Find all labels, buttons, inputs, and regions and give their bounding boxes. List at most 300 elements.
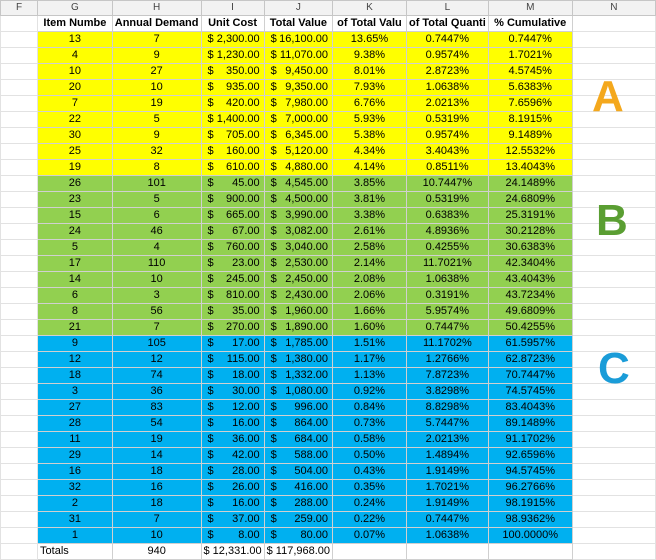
pct-total-quantity-cell[interactable]: 3.4043% bbox=[406, 144, 488, 160]
pct-total-value-cell[interactable]: 0.07% bbox=[333, 528, 407, 544]
total-value-cell[interactable] bbox=[264, 464, 332, 480]
cell[interactable] bbox=[1, 304, 38, 320]
total-value-cell[interactable] bbox=[264, 144, 332, 160]
annual-demand-cell[interactable]: 8 bbox=[112, 160, 201, 176]
item-number-cell[interactable]: 10 bbox=[38, 64, 113, 80]
total-value-cell[interactable] bbox=[264, 512, 332, 528]
annual-demand-cell[interactable]: 12 bbox=[112, 352, 201, 368]
item-number-cell[interactable]: 22 bbox=[38, 112, 113, 128]
pct-cumulative-cell[interactable]: 50.4255% bbox=[488, 320, 572, 336]
cell[interactable] bbox=[572, 272, 655, 288]
pct-cumulative-cell[interactable]: 91.1702% bbox=[488, 432, 572, 448]
cell[interactable] bbox=[1, 240, 38, 256]
pct-cumulative-cell[interactable]: 74.5745% bbox=[488, 384, 572, 400]
cell[interactable] bbox=[1, 32, 38, 48]
pct-total-value-cell[interactable]: 8.01% bbox=[333, 64, 407, 80]
pct-cumulative-cell[interactable]: 1.7021% bbox=[488, 48, 572, 64]
column-header-m[interactable]: M bbox=[488, 1, 572, 16]
cell[interactable] bbox=[1, 416, 38, 432]
pct-total-quantity-cell[interactable]: 0.4255% bbox=[406, 240, 488, 256]
total-value-cell[interactable] bbox=[264, 432, 332, 448]
total-value-cell[interactable] bbox=[264, 224, 332, 240]
cell[interactable] bbox=[1, 480, 38, 496]
item-number-cell[interactable]: 7 bbox=[38, 96, 113, 112]
total-value-cell[interactable] bbox=[264, 64, 332, 80]
pct-cumulative-cell[interactable]: 89.1489% bbox=[488, 416, 572, 432]
pct-total-value-cell[interactable]: 1.60% bbox=[333, 320, 407, 336]
pct-total-quantity-cell[interactable]: 0.8511% bbox=[406, 160, 488, 176]
total-value-cell[interactable] bbox=[264, 336, 332, 352]
cell[interactable] bbox=[406, 544, 488, 560]
pct-cumulative-cell[interactable]: 83.4043% bbox=[488, 400, 572, 416]
unit-cost-cell[interactable] bbox=[201, 336, 264, 352]
pct-total-value-cell[interactable]: 0.73% bbox=[333, 416, 407, 432]
pct-cumulative-cell[interactable]: 49.6809% bbox=[488, 304, 572, 320]
total-value-cell[interactable] bbox=[264, 416, 332, 432]
cell[interactable] bbox=[1, 256, 38, 272]
column-header-g[interactable]: G bbox=[38, 1, 113, 16]
column-header-l[interactable]: L bbox=[406, 1, 488, 16]
cell[interactable] bbox=[1, 448, 38, 464]
cell[interactable] bbox=[1, 400, 38, 416]
column-header-f[interactable]: F bbox=[1, 1, 38, 16]
item-number-cell[interactable]: 29 bbox=[38, 448, 113, 464]
pct-total-quantity-cell[interactable]: 2.0213% bbox=[406, 96, 488, 112]
cell[interactable] bbox=[1, 544, 38, 560]
annual-demand-cell[interactable]: 6 bbox=[112, 208, 201, 224]
cell[interactable] bbox=[1, 528, 38, 544]
unit-cost-cell[interactable] bbox=[201, 160, 264, 176]
unit-cost-cell[interactable] bbox=[201, 240, 264, 256]
pct-total-value-cell[interactable]: 0.24% bbox=[333, 496, 407, 512]
pct-total-quantity-cell[interactable]: 1.9149% bbox=[406, 496, 488, 512]
item-number-cell[interactable]: 9 bbox=[38, 336, 113, 352]
pct-total-value-cell[interactable]: 13.65% bbox=[333, 32, 407, 48]
cell[interactable] bbox=[1, 48, 38, 64]
cell[interactable] bbox=[1, 368, 38, 384]
unit-cost-cell[interactable] bbox=[201, 400, 264, 416]
pct-total-quantity-cell[interactable]: 1.2766% bbox=[406, 352, 488, 368]
pct-cumulative-cell[interactable]: 5.6383% bbox=[488, 80, 572, 96]
pct-total-value-cell[interactable]: 4.14% bbox=[333, 160, 407, 176]
pct-cumulative-cell[interactable]: 13.4043% bbox=[488, 160, 572, 176]
pct-cumulative-cell[interactable]: 8.1915% bbox=[488, 112, 572, 128]
annual-demand-cell[interactable]: 7 bbox=[112, 320, 201, 336]
total-value-cell[interactable] bbox=[264, 112, 332, 128]
pct-total-quantity-cell[interactable]: 8.8298% bbox=[406, 400, 488, 416]
item-number-cell[interactable]: 25 bbox=[38, 144, 113, 160]
annual-demand-cell[interactable]: 46 bbox=[112, 224, 201, 240]
cell[interactable] bbox=[488, 544, 572, 560]
pct-total-quantity-cell[interactable]: 11.7021% bbox=[406, 256, 488, 272]
item-number-cell[interactable]: 6 bbox=[38, 288, 113, 304]
cell[interactable] bbox=[572, 320, 655, 336]
item-number-cell[interactable]: 32 bbox=[38, 480, 113, 496]
total-value-cell[interactable] bbox=[264, 368, 332, 384]
item-number-cell[interactable]: 28 bbox=[38, 416, 113, 432]
annual-demand-cell[interactable]: 5 bbox=[112, 192, 201, 208]
item-number-cell[interactable]: 21 bbox=[38, 320, 113, 336]
annual-demand-cell[interactable]: 16 bbox=[112, 480, 201, 496]
header-unit-cost[interactable]: Unit Cost bbox=[201, 16, 264, 32]
pct-total-value-cell[interactable]: 2.06% bbox=[333, 288, 407, 304]
cell[interactable] bbox=[1, 224, 38, 240]
cell[interactable] bbox=[1, 192, 38, 208]
totals-unit-cost[interactable]: $ 12,331.00 bbox=[201, 544, 264, 560]
cell[interactable] bbox=[1, 352, 38, 368]
unit-cost-cell[interactable] bbox=[201, 272, 264, 288]
pct-total-quantity-cell[interactable]: 10.7447% bbox=[406, 176, 488, 192]
pct-total-quantity-cell[interactable]: 1.7021% bbox=[406, 480, 488, 496]
pct-total-value-cell[interactable]: 6.76% bbox=[333, 96, 407, 112]
pct-total-quantity-cell[interactable]: 0.6383% bbox=[406, 208, 488, 224]
total-value-cell[interactable] bbox=[264, 192, 332, 208]
pct-total-value-cell[interactable]: 2.58% bbox=[333, 240, 407, 256]
pct-cumulative-cell[interactable]: 70.7447% bbox=[488, 368, 572, 384]
total-value-cell[interactable] bbox=[264, 48, 332, 64]
item-number-cell[interactable]: 15 bbox=[38, 208, 113, 224]
pct-cumulative-cell[interactable]: 61.5957% bbox=[488, 336, 572, 352]
total-value-cell[interactable] bbox=[264, 176, 332, 192]
header-pct-total-quantity[interactable]: of Total Quanti bbox=[406, 16, 488, 32]
cell[interactable] bbox=[1, 144, 38, 160]
pct-total-value-cell[interactable]: 4.34% bbox=[333, 144, 407, 160]
unit-cost-cell[interactable] bbox=[201, 96, 264, 112]
unit-cost-cell[interactable] bbox=[201, 464, 264, 480]
column-header-k[interactable]: K bbox=[333, 1, 407, 16]
cell[interactable] bbox=[1, 112, 38, 128]
unit-cost-cell[interactable] bbox=[201, 304, 264, 320]
item-number-cell[interactable]: 17 bbox=[38, 256, 113, 272]
cell[interactable] bbox=[1, 64, 38, 80]
item-number-cell[interactable]: 1 bbox=[38, 528, 113, 544]
cell[interactable] bbox=[1, 496, 38, 512]
annual-demand-cell[interactable]: 54 bbox=[112, 416, 201, 432]
annual-demand-cell[interactable]: 10 bbox=[112, 272, 201, 288]
unit-cost-cell[interactable] bbox=[201, 320, 264, 336]
unit-cost-cell[interactable] bbox=[201, 288, 264, 304]
annual-demand-cell[interactable]: 10 bbox=[112, 528, 201, 544]
pct-cumulative-cell[interactable]: 4.5745% bbox=[488, 64, 572, 80]
total-value-cell[interactable] bbox=[264, 256, 332, 272]
annual-demand-cell[interactable]: 18 bbox=[112, 464, 201, 480]
total-value-cell[interactable] bbox=[264, 272, 332, 288]
pct-cumulative-cell[interactable]: 98.1915% bbox=[488, 496, 572, 512]
pct-cumulative-cell[interactable]: 96.2766% bbox=[488, 480, 572, 496]
pct-cumulative-cell[interactable]: 24.6809% bbox=[488, 192, 572, 208]
pct-cumulative-cell[interactable]: 98.9362% bbox=[488, 512, 572, 528]
pct-total-value-cell[interactable]: 1.51% bbox=[333, 336, 407, 352]
total-value-cell[interactable] bbox=[264, 160, 332, 176]
total-value-cell[interactable] bbox=[264, 448, 332, 464]
cell[interactable] bbox=[1, 176, 38, 192]
header-annual-demand[interactable]: Annual Demand bbox=[112, 16, 201, 32]
cell[interactable] bbox=[572, 528, 655, 544]
cell[interactable] bbox=[572, 144, 655, 160]
pct-cumulative-cell[interactable]: 100.0000% bbox=[488, 528, 572, 544]
unit-cost-cell[interactable] bbox=[201, 416, 264, 432]
cell[interactable] bbox=[572, 256, 655, 272]
pct-total-value-cell[interactable]: 5.93% bbox=[333, 112, 407, 128]
pct-total-quantity-cell[interactable]: 0.5319% bbox=[406, 112, 488, 128]
unit-cost-cell[interactable] bbox=[201, 64, 264, 80]
pct-total-quantity-cell[interactable]: 0.9574% bbox=[406, 48, 488, 64]
cell[interactable] bbox=[572, 128, 655, 144]
pct-total-quantity-cell[interactable]: 1.4894% bbox=[406, 448, 488, 464]
unit-cost-cell[interactable] bbox=[201, 32, 264, 48]
unit-cost-cell[interactable] bbox=[201, 192, 264, 208]
total-value-cell[interactable] bbox=[264, 208, 332, 224]
cell[interactable] bbox=[572, 304, 655, 320]
cell[interactable] bbox=[572, 288, 655, 304]
pct-total-value-cell[interactable]: 2.14% bbox=[333, 256, 407, 272]
item-number-cell[interactable]: 30 bbox=[38, 128, 113, 144]
pct-total-quantity-cell[interactable]: 7.8723% bbox=[406, 368, 488, 384]
annual-demand-cell[interactable]: 7 bbox=[112, 512, 201, 528]
pct-cumulative-cell[interactable]: 43.4043% bbox=[488, 272, 572, 288]
unit-cost-cell[interactable] bbox=[201, 432, 264, 448]
total-value-cell[interactable] bbox=[264, 80, 332, 96]
item-number-cell[interactable]: 2 bbox=[38, 496, 113, 512]
cell[interactable] bbox=[1, 320, 38, 336]
unit-cost-cell[interactable] bbox=[201, 384, 264, 400]
cell[interactable] bbox=[1, 512, 38, 528]
unit-cost-cell[interactable] bbox=[201, 128, 264, 144]
cell[interactable] bbox=[1, 208, 38, 224]
pct-cumulative-cell[interactable]: 7.6596% bbox=[488, 96, 572, 112]
total-value-cell[interactable] bbox=[264, 96, 332, 112]
cell[interactable] bbox=[1, 96, 38, 112]
cell[interactable] bbox=[1, 288, 38, 304]
pct-total-quantity-cell[interactable]: 0.5319% bbox=[406, 192, 488, 208]
item-number-cell[interactable]: 14 bbox=[38, 272, 113, 288]
cell[interactable] bbox=[572, 448, 655, 464]
pct-total-value-cell[interactable]: 9.38% bbox=[333, 48, 407, 64]
pct-total-quantity-cell[interactable]: 1.0638% bbox=[406, 272, 488, 288]
item-number-cell[interactable]: 3 bbox=[38, 384, 113, 400]
cell[interactable] bbox=[572, 480, 655, 496]
header-pct-total-value[interactable]: of Total Valu bbox=[333, 16, 407, 32]
annual-demand-cell[interactable]: 110 bbox=[112, 256, 201, 272]
cell[interactable] bbox=[572, 512, 655, 528]
item-number-cell[interactable]: 16 bbox=[38, 464, 113, 480]
item-number-cell[interactable]: 13 bbox=[38, 32, 113, 48]
pct-total-value-cell[interactable]: 1.17% bbox=[333, 352, 407, 368]
total-value-cell[interactable] bbox=[264, 304, 332, 320]
item-number-cell[interactable]: 11 bbox=[38, 432, 113, 448]
pct-cumulative-cell[interactable]: 43.7234% bbox=[488, 288, 572, 304]
annual-demand-cell[interactable]: 7 bbox=[112, 32, 201, 48]
total-value-cell[interactable] bbox=[264, 288, 332, 304]
unit-cost-cell[interactable] bbox=[201, 80, 264, 96]
unit-cost-cell[interactable] bbox=[201, 176, 264, 192]
annual-demand-cell[interactable]: 18 bbox=[112, 496, 201, 512]
cell[interactable] bbox=[572, 176, 655, 192]
total-value-cell[interactable] bbox=[264, 32, 332, 48]
total-value-cell[interactable] bbox=[264, 384, 332, 400]
pct-total-quantity-cell[interactable]: 0.7447% bbox=[406, 320, 488, 336]
cell[interactable] bbox=[572, 496, 655, 512]
item-number-cell[interactable]: 27 bbox=[38, 400, 113, 416]
header-item-number[interactable]: Item Numbe bbox=[38, 16, 113, 32]
annual-demand-cell[interactable]: 3 bbox=[112, 288, 201, 304]
pct-cumulative-cell[interactable]: 30.6383% bbox=[488, 240, 572, 256]
pct-total-value-cell[interactable]: 0.84% bbox=[333, 400, 407, 416]
item-number-cell[interactable]: 8 bbox=[38, 304, 113, 320]
header-pct-cumulative[interactable]: % Cumulative bbox=[488, 16, 572, 32]
unit-cost-cell[interactable] bbox=[201, 48, 264, 64]
column-header-h[interactable]: H bbox=[112, 1, 201, 16]
item-number-cell[interactable]: 19 bbox=[38, 160, 113, 176]
pct-cumulative-cell[interactable]: 0.7447% bbox=[488, 32, 572, 48]
cell[interactable] bbox=[1, 272, 38, 288]
pct-total-quantity-cell[interactable]: 4.8936% bbox=[406, 224, 488, 240]
pct-total-quantity-cell[interactable]: 0.7447% bbox=[406, 512, 488, 528]
cell[interactable] bbox=[572, 432, 655, 448]
annual-demand-cell[interactable]: 36 bbox=[112, 384, 201, 400]
unit-cost-cell[interactable] bbox=[201, 112, 264, 128]
annual-demand-cell[interactable]: 14 bbox=[112, 448, 201, 464]
cell[interactable] bbox=[1, 432, 38, 448]
pct-total-quantity-cell[interactable]: 2.8723% bbox=[406, 64, 488, 80]
annual-demand-cell[interactable]: 101 bbox=[112, 176, 201, 192]
pct-total-value-cell[interactable]: 2.08% bbox=[333, 272, 407, 288]
cell[interactable] bbox=[1, 464, 38, 480]
unit-cost-cell[interactable] bbox=[201, 512, 264, 528]
total-value-cell[interactable] bbox=[264, 480, 332, 496]
cell[interactable] bbox=[572, 544, 655, 560]
cell[interactable] bbox=[572, 416, 655, 432]
pct-total-quantity-cell[interactable]: 5.9574% bbox=[406, 304, 488, 320]
totals-label[interactable]: Totals bbox=[38, 544, 113, 560]
pct-total-quantity-cell[interactable]: 5.7447% bbox=[406, 416, 488, 432]
total-value-cell[interactable] bbox=[264, 240, 332, 256]
item-number-cell[interactable]: 31 bbox=[38, 512, 113, 528]
pct-total-quantity-cell[interactable]: 11.1702% bbox=[406, 336, 488, 352]
annual-demand-cell[interactable]: 19 bbox=[112, 432, 201, 448]
cell[interactable] bbox=[1, 16, 38, 32]
column-header-n[interactable]: N bbox=[572, 1, 655, 16]
pct-cumulative-cell[interactable]: 12.5532% bbox=[488, 144, 572, 160]
annual-demand-cell[interactable]: 83 bbox=[112, 400, 201, 416]
cell[interactable] bbox=[572, 48, 655, 64]
unit-cost-cell[interactable] bbox=[201, 496, 264, 512]
pct-total-quantity-cell[interactable]: 2.0213% bbox=[406, 432, 488, 448]
item-number-cell[interactable]: 4 bbox=[38, 48, 113, 64]
pct-total-quantity-cell[interactable]: 1.0638% bbox=[406, 80, 488, 96]
pct-cumulative-cell[interactable]: 42.3404% bbox=[488, 256, 572, 272]
unit-cost-cell[interactable] bbox=[201, 352, 264, 368]
pct-total-value-cell[interactable]: 7.93% bbox=[333, 80, 407, 96]
total-value-cell[interactable] bbox=[264, 128, 332, 144]
pct-total-value-cell[interactable]: 0.22% bbox=[333, 512, 407, 528]
item-number-cell[interactable]: 23 bbox=[38, 192, 113, 208]
cell[interactable] bbox=[572, 400, 655, 416]
pct-total-quantity-cell[interactable]: 0.9574% bbox=[406, 128, 488, 144]
annual-demand-cell[interactable]: 32 bbox=[112, 144, 201, 160]
annual-demand-cell[interactable]: 19 bbox=[112, 96, 201, 112]
pct-total-value-cell[interactable]: 3.38% bbox=[333, 208, 407, 224]
pct-cumulative-cell[interactable]: 62.8723% bbox=[488, 352, 572, 368]
pct-cumulative-cell[interactable]: 30.2128% bbox=[488, 224, 572, 240]
cell[interactable] bbox=[333, 544, 407, 560]
pct-total-value-cell[interactable]: 0.92% bbox=[333, 384, 407, 400]
unit-cost-cell[interactable] bbox=[201, 208, 264, 224]
cell[interactable] bbox=[1, 128, 38, 144]
pct-total-quantity-cell[interactable]: 1.0638% bbox=[406, 528, 488, 544]
pct-cumulative-cell[interactable]: 24.1489% bbox=[488, 176, 572, 192]
pct-cumulative-cell[interactable]: 92.6596% bbox=[488, 448, 572, 464]
pct-cumulative-cell[interactable]: 9.1489% bbox=[488, 128, 572, 144]
pct-total-value-cell[interactable]: 0.58% bbox=[333, 432, 407, 448]
total-value-cell[interactable] bbox=[264, 352, 332, 368]
annual-demand-cell[interactable]: 10 bbox=[112, 80, 201, 96]
cell[interactable] bbox=[572, 464, 655, 480]
annual-demand-cell[interactable]: 27 bbox=[112, 64, 201, 80]
unit-cost-cell[interactable] bbox=[201, 480, 264, 496]
cell[interactable] bbox=[1, 80, 38, 96]
pct-total-value-cell[interactable]: 0.35% bbox=[333, 480, 407, 496]
unit-cost-cell[interactable] bbox=[201, 256, 264, 272]
unit-cost-cell[interactable] bbox=[201, 528, 264, 544]
annual-demand-cell[interactable]: 4 bbox=[112, 240, 201, 256]
totals-total-value[interactable]: $ 117,968.00 bbox=[264, 544, 332, 560]
pct-total-quantity-cell[interactable]: 0.7447% bbox=[406, 32, 488, 48]
unit-cost-cell[interactable] bbox=[201, 224, 264, 240]
unit-cost-cell[interactable] bbox=[201, 448, 264, 464]
total-value-cell[interactable] bbox=[264, 400, 332, 416]
annual-demand-cell[interactable]: 105 bbox=[112, 336, 201, 352]
pct-cumulative-cell[interactable]: 94.5745% bbox=[488, 464, 572, 480]
annual-demand-cell[interactable]: 9 bbox=[112, 128, 201, 144]
pct-total-value-cell[interactable]: 3.81% bbox=[333, 192, 407, 208]
item-number-cell[interactable]: 18 bbox=[38, 368, 113, 384]
cell[interactable] bbox=[1, 160, 38, 176]
pct-total-quantity-cell[interactable]: 0.3191% bbox=[406, 288, 488, 304]
annual-demand-cell[interactable]: 56 bbox=[112, 304, 201, 320]
cell[interactable] bbox=[1, 336, 38, 352]
column-header-j[interactable]: J bbox=[264, 1, 332, 16]
column-header-i[interactable]: I bbox=[201, 1, 264, 16]
item-number-cell[interactable]: 5 bbox=[38, 240, 113, 256]
cell[interactable] bbox=[572, 16, 655, 32]
unit-cost-cell[interactable] bbox=[201, 144, 264, 160]
cell[interactable] bbox=[1, 384, 38, 400]
item-number-cell[interactable]: 12 bbox=[38, 352, 113, 368]
pct-total-value-cell[interactable]: 5.38% bbox=[333, 128, 407, 144]
total-value-cell[interactable] bbox=[264, 528, 332, 544]
pct-total-quantity-cell[interactable]: 3.8298% bbox=[406, 384, 488, 400]
annual-demand-cell[interactable]: 5 bbox=[112, 112, 201, 128]
cell[interactable] bbox=[572, 160, 655, 176]
item-number-cell[interactable]: 26 bbox=[38, 176, 113, 192]
pct-total-value-cell[interactable]: 3.85% bbox=[333, 176, 407, 192]
pct-total-value-cell[interactable]: 0.50% bbox=[333, 448, 407, 464]
pct-total-value-cell[interactable]: 0.43% bbox=[333, 464, 407, 480]
total-value-cell[interactable] bbox=[264, 496, 332, 512]
item-number-cell[interactable]: 20 bbox=[38, 80, 113, 96]
annual-demand-cell[interactable]: 9 bbox=[112, 48, 201, 64]
totals-demand[interactable]: 940 bbox=[112, 544, 201, 560]
item-number-cell[interactable]: 24 bbox=[38, 224, 113, 240]
pct-cumulative-cell[interactable]: 25.3191% bbox=[488, 208, 572, 224]
cell[interactable] bbox=[572, 32, 655, 48]
pct-total-value-cell[interactable]: 2.61% bbox=[333, 224, 407, 240]
annual-demand-cell[interactable]: 74 bbox=[112, 368, 201, 384]
pct-total-quantity-cell[interactable]: 1.9149% bbox=[406, 464, 488, 480]
header-total-value[interactable]: Total Value bbox=[264, 16, 332, 32]
unit-cost-cell[interactable] bbox=[201, 368, 264, 384]
